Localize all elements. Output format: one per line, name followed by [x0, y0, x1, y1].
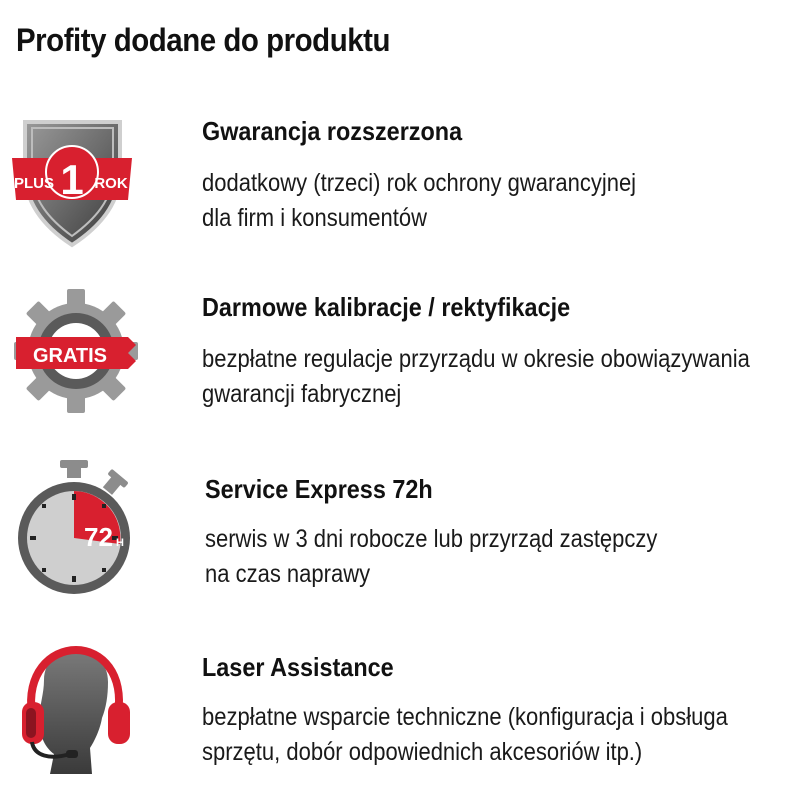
benefit-title: Gwarancja rozszerzona	[202, 116, 463, 146]
description-line: na czas naprawy	[205, 560, 371, 588]
benefit-description	[205, 522, 657, 592]
benefit-item-warranty	[0, 100, 809, 270]
benefit-description	[202, 700, 728, 770]
description-line: dla firm i konsumentów	[202, 204, 427, 232]
benefit-title: Darmowe kalibracje / rektyfikacje	[202, 292, 571, 322]
stopwatch-72h-icon	[10, 458, 140, 598]
page-title: Profity dodane do produktu	[16, 22, 391, 58]
gear-gratis-text: GRATIS	[32, 345, 108, 367]
benefit-item-laser-assistance	[0, 636, 809, 806]
benefit-description	[202, 342, 750, 412]
shield-rok-text: ROK	[94, 175, 128, 192]
benefit-title: Service Express 72h	[205, 474, 433, 504]
shield-number-text: 1	[60, 156, 84, 203]
benefit-item-service-express	[0, 458, 809, 628]
stopwatch-h-text: H	[116, 537, 124, 549]
gear-gratis-icon	[10, 283, 140, 423]
shield-plus-text: PLUS	[13, 175, 55, 192]
benefit-title: Laser Assistance	[202, 652, 394, 682]
stopwatch-72-text: 72	[84, 522, 113, 552]
description-line: dodatkowy (trzeci) rok ochrony gwarancyjnej	[202, 169, 637, 197]
description-line: gwarancji fabrycznej	[202, 380, 402, 408]
benefit-item-calibration	[0, 278, 809, 448]
description-line: serwis w 3 dni robocze lub przyrząd zastępczy	[205, 525, 658, 553]
shield-plus-1-rok-icon	[10, 110, 140, 250]
headset-support-icon	[10, 644, 140, 784]
description-line: bezpłatne regulacje przyrządu w okresie obowiązywania	[202, 345, 750, 373]
benefit-description	[202, 166, 636, 236]
description-line: bezpłatne wsparcie techniczne (konfiguracja i obsługa	[202, 703, 728, 731]
description-line: sprzętu, dobór odpowiednich akcesoriów itp.)	[202, 738, 643, 766]
